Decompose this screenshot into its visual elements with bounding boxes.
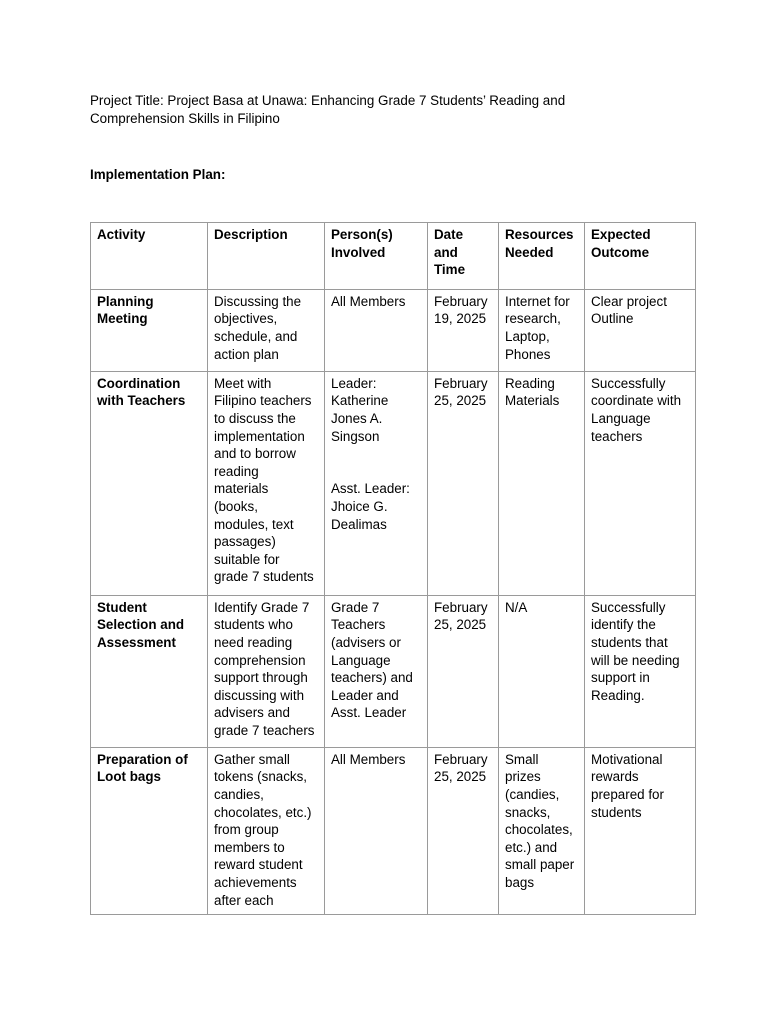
- table-header-row: [91, 223, 696, 290]
- persons-cell: Grade 7 Teachers (advisers or Language teachers) and Leader and Asst. Leader: [325, 595, 428, 747]
- header-resources-needed: Resources Needed: [499, 223, 585, 290]
- resources-cell: Small prizes (candies, snacks, chocolates, etc.) and small paper bags: [499, 747, 585, 914]
- description-cell: Meet with Filipino teachers to discuss the implementation and to borrow reading materials (books, modules, text passages) suitable for grade 7 students: [208, 371, 325, 595]
- header-description: Description: [208, 223, 325, 290]
- outcome-cell: Successfully identify the students that will be needing support in Reading.: [585, 595, 696, 747]
- date-cell: February 19, 2025: [428, 289, 499, 371]
- description-cell: Discussing the objectives, schedule, and action plan: [208, 289, 325, 371]
- persons-cell: All Members: [325, 289, 428, 371]
- table-row: [91, 289, 696, 371]
- resources-cell: N/A: [499, 595, 585, 747]
- date-cell: February 25, 2025: [428, 747, 499, 914]
- activity-cell: Planning Meeting: [91, 289, 208, 371]
- header-expected-outcome: Expected Outcome: [585, 223, 696, 290]
- persons-cell: All Members: [325, 747, 428, 914]
- header-date-and-time: Date and Time: [428, 223, 499, 290]
- outcome-cell: Clear project Outline: [585, 289, 696, 371]
- project-title: Project Title: Project Basa at Unawa: Enhancing Grade 7 Students’ Reading and Comprehension Skills in Filipino: [90, 93, 566, 126]
- activity-cell: Student Selection and Assessment: [91, 595, 208, 747]
- persons-cell: Leader: Katherine Jones A. Singson Asst. Leader: Jhoice G. Dealimas: [325, 371, 428, 595]
- description-cell: Gather small tokens (snacks, candies, chocolates, etc.) from group members to reward student achievements after each: [208, 747, 325, 914]
- date-cell: February 25, 2025: [428, 595, 499, 747]
- description-cell: Identify Grade 7 students who need reading comprehension support through discussing with advisers and grade 7 teachers: [208, 595, 325, 747]
- header-persons-involved: Person(s) Involved: [325, 223, 428, 290]
- outcome-cell: Successfully coordinate with Language teachers: [585, 371, 696, 595]
- table-row: [91, 747, 696, 914]
- outcome-cell: Motivational rewards prepared for students: [585, 747, 696, 914]
- implementation-plan-table: [90, 222, 696, 915]
- header-activity: Activity: [91, 223, 208, 290]
- date-cell: February 25, 2025: [428, 371, 499, 595]
- table-row: [91, 595, 696, 747]
- activity-cell: Preparation of Loot bags: [91, 747, 208, 914]
- resources-cell: Reading Materials: [499, 371, 585, 595]
- resources-cell: Internet for research, Laptop, Phones: [499, 289, 585, 371]
- implementation-plan-heading: Implementation Plan:: [90, 167, 226, 182]
- table-row: [91, 371, 696, 595]
- activity-cell: Coordination with Teachers: [91, 371, 208, 595]
